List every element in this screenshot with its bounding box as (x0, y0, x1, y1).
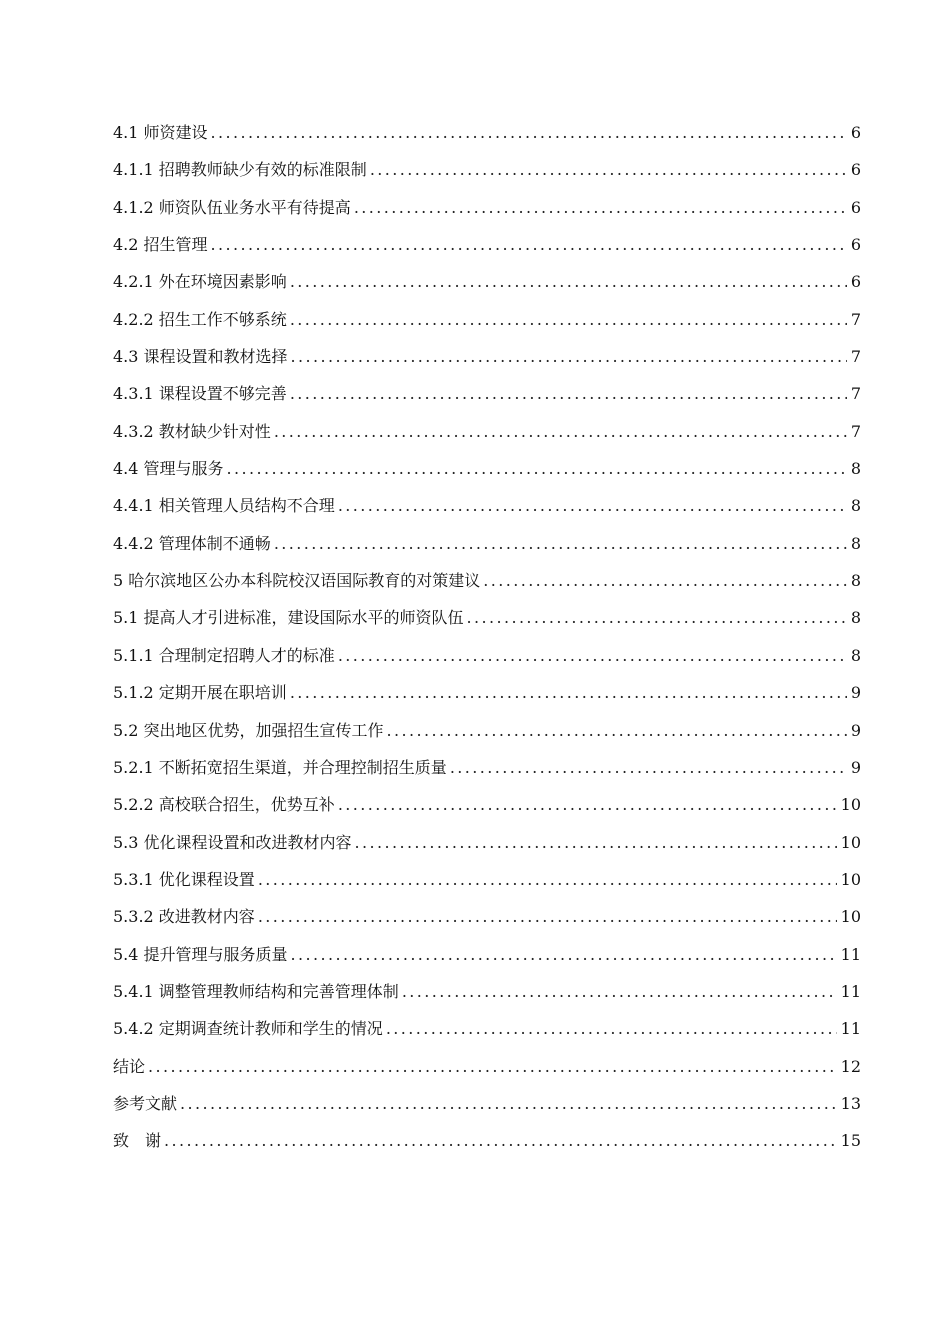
toc-leader-dots (227, 450, 847, 487)
toc-leader-dots (387, 712, 847, 749)
toc-entry-page: 10 (840, 795, 861, 815)
toc-leader-dots (354, 189, 847, 226)
toc-entry-page: 8 (850, 608, 861, 628)
toc-entry-label: 4.1.2 师资队伍业务水平有待提高 (113, 197, 351, 217)
toc-entry-page: 8 (850, 459, 861, 479)
toc-entry[interactable] (113, 301, 861, 338)
toc-leader-dots (290, 301, 847, 338)
toc-leader-dots (450, 749, 847, 786)
toc-entry-label: 参考文献 (113, 1093, 178, 1113)
toc-entry-label: 4.2 招生管理 (113, 235, 208, 255)
toc-entry-page: 11 (840, 1019, 861, 1039)
toc-entry-page: 9 (850, 757, 861, 777)
toc-entry-label: 5.2.2 高校联合招生，优势互补 (113, 795, 335, 815)
toc-entry-page: 6 (850, 272, 861, 292)
toc-entry-page: 8 (850, 571, 861, 591)
toc-leader-dots (386, 1010, 837, 1047)
table-of-contents (113, 114, 861, 1160)
toc-entry-page: 6 (850, 235, 861, 255)
toc-entry-label: 4.4 管理与服务 (113, 459, 224, 479)
toc-leader-dots (180, 1085, 837, 1122)
toc-leader-dots (467, 599, 847, 636)
toc-leader-dots (148, 1048, 837, 1085)
toc-leader-dots (211, 114, 847, 151)
toc-entry-label: 结论 (113, 1056, 146, 1076)
toc-entry-label: 5.4.2 定期调查统计教师和学生的情况 (113, 1019, 383, 1039)
toc-entry-label: 4.4.1 相关管理人员结构不合理 (113, 496, 335, 516)
toc-entry-page: 11 (840, 981, 861, 1001)
toc-leader-dots (355, 824, 837, 861)
toc-entry-page: 6 (850, 123, 861, 142)
toc-entry-label: 4.3.1 课程设置不够完善 (113, 384, 287, 404)
toc-leader-dots (291, 338, 847, 375)
toc-entry-label: 4.2.2 招生工作不够系统 (113, 309, 287, 329)
toc-entry[interactable] (113, 712, 861, 749)
toc-entry-label: 5.2 突出地区优势，加强招生宣传工作 (113, 720, 384, 740)
toc-entry-label: 5.1 提高人才引进标准，建设国际水平的师资队伍 (113, 608, 464, 628)
toc-entry-label: 5.4.1 调整管理教师结构和完善管理体制 (113, 981, 399, 1001)
toc-entry-page: 8 (850, 496, 861, 516)
toc-entry[interactable] (113, 151, 861, 188)
toc-entry[interactable] (113, 1085, 861, 1122)
toc-entry-label: 4.1 师资建设 (113, 123, 208, 142)
toc-entry-page: 15 (840, 1131, 861, 1151)
toc-entry-page: 7 (850, 384, 861, 404)
toc-entry-page: 10 (840, 907, 861, 927)
toc-leader-dots (338, 786, 837, 823)
toc-entry-label: 5.1.1 合理制定招聘人才的标准 (113, 645, 335, 665)
toc-entry[interactable] (113, 226, 861, 263)
toc-entry-label: 致 谢 (113, 1131, 162, 1151)
toc-entry-label: 5.2.1 不断拓宽招生渠道，并合理控制招生质量 (113, 757, 447, 777)
toc-entry-label: 5.3 优化课程设置和改进教材内容 (113, 832, 352, 852)
toc-entry[interactable] (113, 749, 861, 786)
toc-entry[interactable] (113, 450, 861, 487)
toc-entry[interactable] (113, 599, 861, 636)
toc-leader-dots (274, 525, 847, 562)
toc-entry-page: 7 (850, 421, 861, 441)
toc-entry[interactable] (113, 898, 861, 935)
toc-entry-label: 4.3.2 教材缺少针对性 (113, 421, 271, 441)
toc-entry-page: 9 (850, 683, 861, 703)
toc-entry-label: 4.2.1 外在环境因素影响 (113, 272, 287, 292)
toc-entry-page: 10 (840, 832, 861, 852)
toc-entry-label: 5.3.2 改进教材内容 (113, 907, 255, 927)
toc-entry[interactable] (113, 263, 861, 300)
toc-entry-page: 9 (850, 720, 861, 740)
toc-entry-page: 8 (850, 645, 861, 665)
toc-entry[interactable] (113, 375, 861, 412)
toc-entry[interactable] (113, 674, 861, 711)
toc-entry-label: 5.4 提升管理与服务质量 (113, 944, 288, 964)
toc-entry-label: 4.3 课程设置和教材选择 (113, 347, 288, 367)
toc-entry-page: 12 (840, 1056, 861, 1076)
toc-leader-dots (274, 413, 847, 450)
toc-entry[interactable] (113, 487, 861, 524)
toc-leader-dots (338, 637, 847, 674)
toc-entry-page: 6 (850, 197, 861, 217)
toc-entry-page: 13 (840, 1093, 861, 1113)
toc-entry-label: 4.4.2 管理体制不通畅 (113, 533, 271, 553)
toc-entry[interactable] (113, 189, 861, 226)
toc-entry[interactable] (113, 562, 861, 599)
toc-entry-page: 8 (850, 533, 861, 553)
toc-entry[interactable] (113, 1048, 861, 1085)
toc-leader-dots (164, 1122, 837, 1159)
toc-entry[interactable] (113, 114, 861, 151)
toc-leader-dots (211, 226, 847, 263)
toc-leader-dots (338, 487, 847, 524)
toc-entry[interactable] (113, 1122, 861, 1159)
toc-entry[interactable] (113, 936, 861, 973)
toc-leader-dots (402, 973, 837, 1010)
toc-entry-page: 7 (850, 309, 861, 329)
toc-leader-dots (483, 562, 847, 599)
toc-entry-label: 5.3.1 优化课程设置 (113, 869, 255, 889)
toc-entry[interactable] (113, 338, 861, 375)
toc-entry-page: 11 (840, 944, 861, 964)
toc-entry[interactable] (113, 637, 861, 674)
toc-entry-page: 6 (850, 160, 861, 180)
toc-leader-dots (290, 674, 847, 711)
toc-entry-label: 5.1.2 定期开展在职培训 (113, 683, 287, 703)
toc-entry-page: 10 (840, 869, 861, 889)
toc-leader-dots (258, 898, 837, 935)
toc-leader-dots (258, 861, 837, 898)
toc-leader-dots (290, 375, 847, 412)
toc-entry[interactable] (113, 413, 861, 450)
toc-leader-dots (290, 263, 847, 300)
toc-entry-label: 5 哈尔滨地区公办本科院校汉语国际教育的对策建议 (113, 571, 481, 591)
toc-leader-dots (370, 151, 847, 188)
toc-entry[interactable] (113, 861, 861, 898)
toc-leader-dots (291, 936, 837, 973)
toc-entry-label: 4.1.1 招聘教师缺少有效的标准限制 (113, 160, 367, 180)
toc-entry[interactable] (113, 525, 861, 562)
toc-entry[interactable] (113, 824, 861, 861)
toc-entry-page: 7 (850, 347, 861, 367)
toc-entry[interactable] (113, 973, 861, 1010)
toc-entry[interactable] (113, 786, 861, 823)
toc-entry[interactable] (113, 1010, 861, 1047)
